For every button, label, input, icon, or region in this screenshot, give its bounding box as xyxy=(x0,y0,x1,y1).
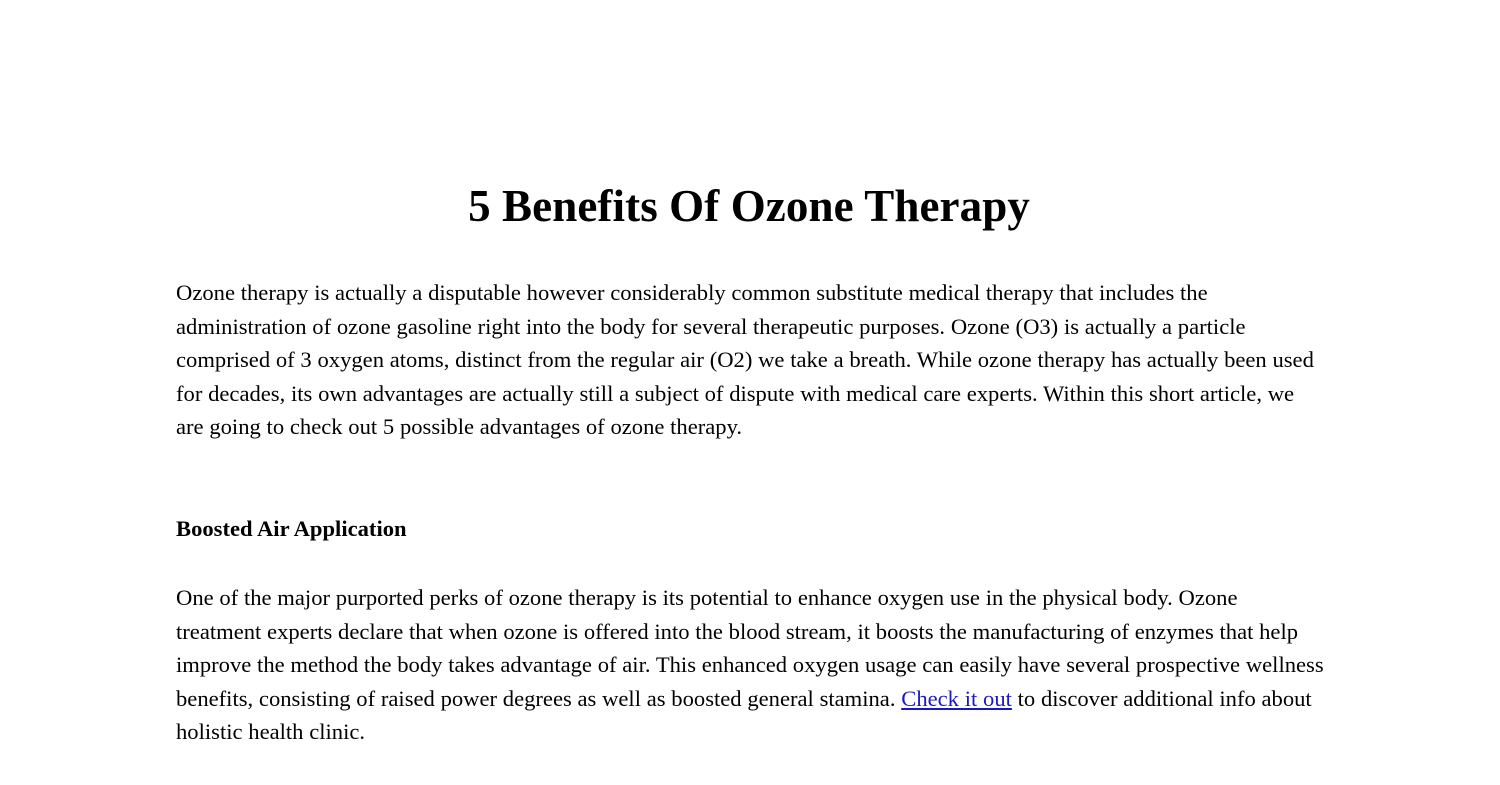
check-it-out-link[interactable]: Check it out xyxy=(901,685,1012,711)
intro-paragraph: Ozone therapy is actually a disputable however considerably common substitute medical therapy that includes the administration of ozone gasoline right into the body for several therapeutic purposes. Ozone (O3) is actually a particle comprised of 3 oxygen atoms, distinct from the regular air (O2) we take a breath. While ozone therapy has actually been used for decades, its own advantages are actually still a subject of dispute with medical care experts. Within this short article, we are going to check out 5 possible advantages of ozone therapy. xyxy=(176,280,1314,440)
section-1-text-before-link: One of the major purported perks of ozone therapy is its potential to enhance oxygen use in the physical body. Ozone treatment experts declare that when ozone is offered into the blood stream, it boosts the manufacturing of enzymes that help improve the method the body takes advantage of air. This enhanced oxygen usage can easily have several prospective wellness benefits, consisting of raised power degrees as well as boosted general stamina. xyxy=(176,585,1324,711)
section-1-paragraph xyxy=(176,581,1328,749)
section-1-text-after-link: to discover additional info about holistic health clinic. xyxy=(176,685,1312,745)
section-heading-boosted-air-application: Boosted Air Application xyxy=(176,516,407,541)
page-title: 5 Benefits Of Ozone Therapy xyxy=(468,181,1030,231)
